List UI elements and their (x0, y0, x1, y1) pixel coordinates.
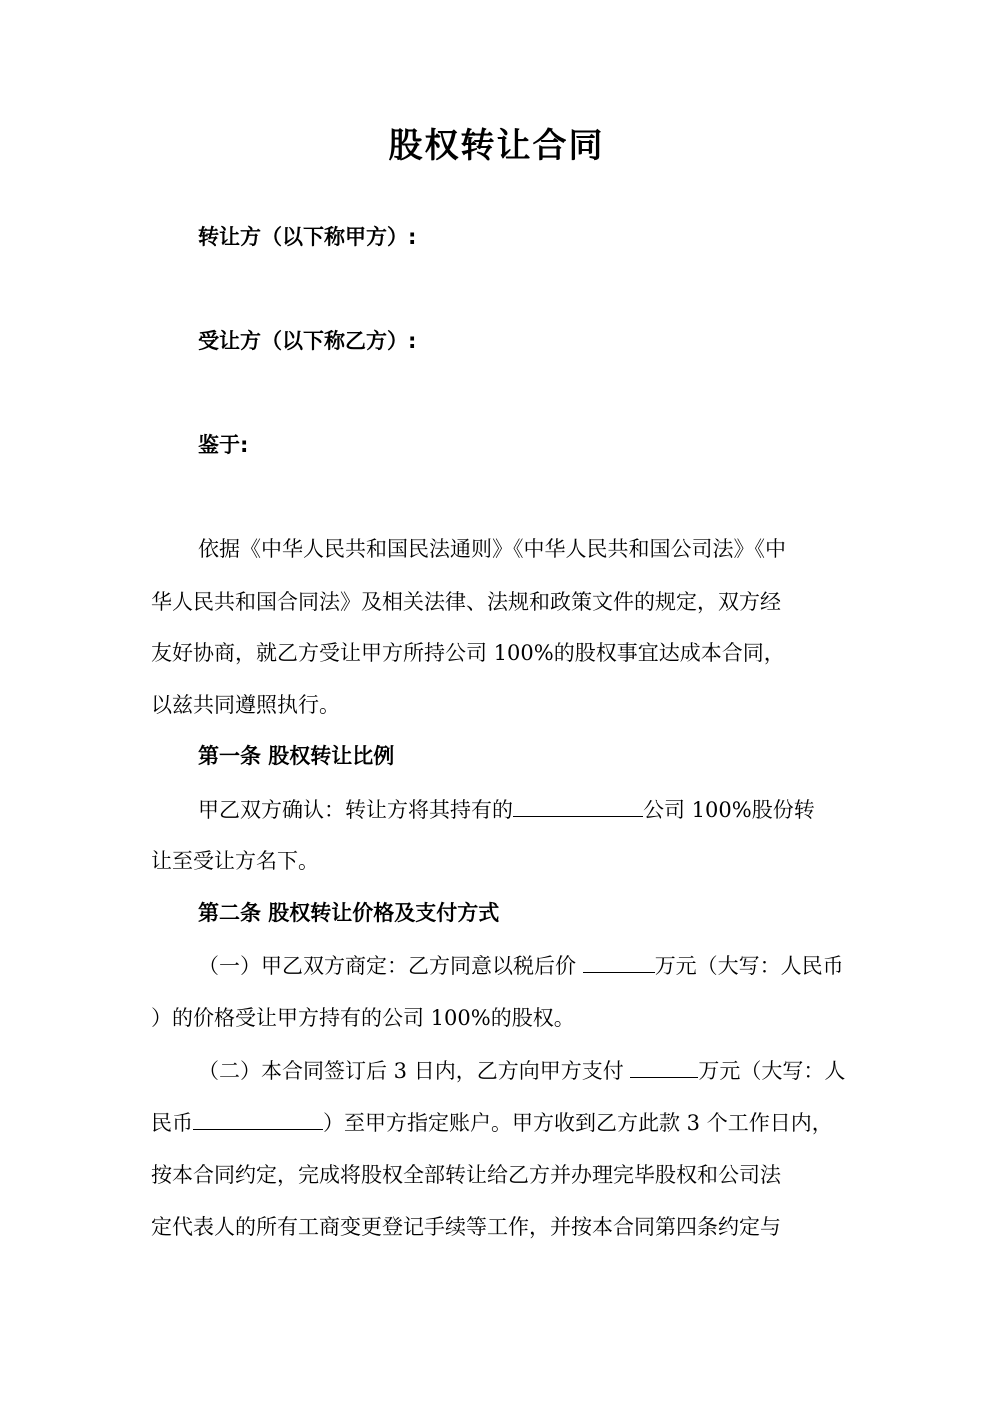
transferee-label: 受让方（以下称乙方）: (198, 329, 417, 353)
article-2-p2-line2-before: 民币 (151, 1111, 193, 1135)
article-1-text-after: 公司 100%股份转 (643, 798, 815, 822)
article-2-p2-line-3: 按本合同约定，完成将股权全部转让给乙方并办理完毕股权和公司法 (151, 1163, 781, 1187)
price-blank (583, 950, 655, 973)
article-2-p2-before: （二）本合同签订后 3 日内，乙方向甲方支付 (198, 1059, 631, 1083)
article-1-text-before: 甲乙双方确认：转让方将其持有的 (198, 798, 513, 822)
company-name-blank (513, 794, 643, 817)
article-2-p2-line-2 (151, 1107, 833, 1138)
whereas-label: 鉴于: (198, 433, 249, 457)
payment-amount-blank (630, 1055, 698, 1078)
preamble-line-1: 依据《中华人民共和国民法通则》《中华人民共和国公司法》《中 (198, 537, 786, 561)
article-1-line-1 (198, 794, 815, 825)
article-2-p1-after: 万元（大写：人民币 (654, 954, 844, 978)
payment-words-blank (193, 1107, 323, 1130)
article-2-p2-after: 万元（大写：人 (698, 1059, 846, 1083)
article-2-p2-line2-after: ）至甲方指定账户。甲方收到乙方此款 3 个工作日内， (323, 1111, 833, 1135)
preamble-line-4: 以兹共同遵照执行。 (151, 693, 340, 717)
transferor-label: 转让方（以下称甲方）: (198, 225, 417, 249)
preamble-line-2: 华人民共和国合同法》及相关法律、法规和政策文件的规定，双方经 (151, 590, 781, 614)
preamble-line-3: 友好协商，就乙方受让甲方所持公司 100%的股权事宜达成本合同， (151, 641, 785, 665)
article-2-p2-line-1 (198, 1055, 845, 1086)
page-title: 股权转让合同 (388, 126, 605, 166)
article-2-p1-line-2: ）的价格受让甲方持有的公司 100%的股权。 (151, 1006, 575, 1030)
article-2-p1-line-1 (198, 950, 844, 981)
article-2-p1-before: （一）甲乙双方商定：乙方同意以税后价 (198, 954, 583, 978)
article-1-line-2: 让至受让方名下。 (151, 849, 319, 873)
article-2-heading: 第二条 股权转让价格及支付方式 (198, 901, 500, 925)
article-2-p2-line-4: 定代表人的所有工商变更登记手续等工作，并按本合同第四条约定与 (151, 1215, 781, 1239)
article-1-heading: 第一条 股权转让比例 (198, 744, 395, 768)
